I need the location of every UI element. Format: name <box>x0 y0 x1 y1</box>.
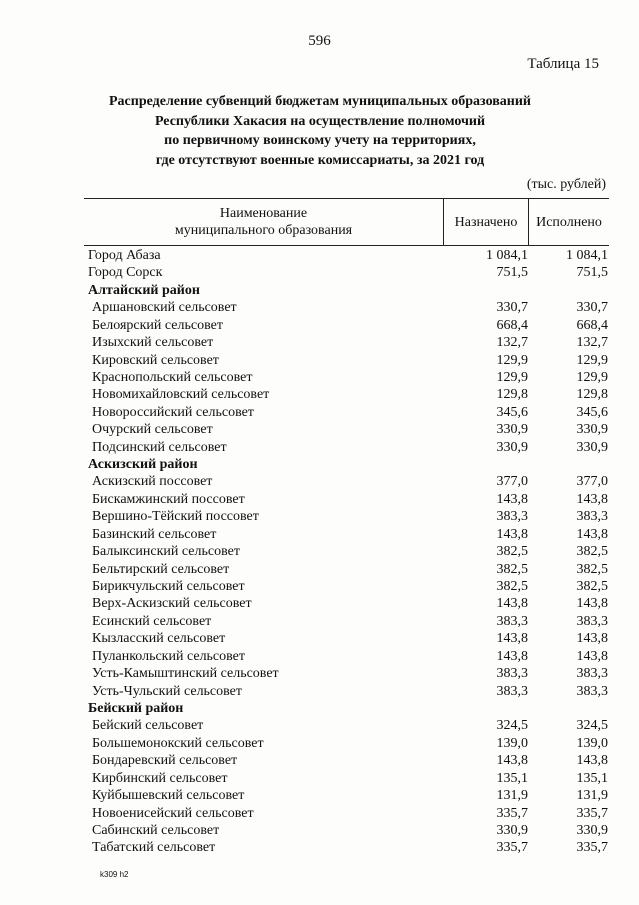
municipality-name: Очурский сельсовет <box>92 422 213 438</box>
executed-value: 330,7 <box>576 300 608 316</box>
executed-value: 751,5 <box>576 265 608 281</box>
assigned-value: 129,9 <box>496 352 528 368</box>
municipality-name: Новомихайловский сельсовет <box>92 387 270 403</box>
assigned-value: 383,3 <box>496 509 528 525</box>
municipality-name: Кирбинский сельсовет <box>92 770 228 786</box>
table-row <box>0 595 639 612</box>
assigned-value: 330,9 <box>496 822 528 838</box>
table-row <box>0 578 639 595</box>
district-name: Аскизский район <box>88 457 198 473</box>
title-line-3: по первичному воинскому учету на территориях, <box>164 133 476 148</box>
municipality-name: Сабинский сельсовет <box>92 822 220 838</box>
table-row <box>0 264 639 281</box>
assigned-value: 382,5 <box>496 544 528 560</box>
executed-value: 383,3 <box>576 509 608 525</box>
municipality-name: Бондаревский сельсовет <box>92 753 238 769</box>
assigned-value: 335,7 <box>496 805 528 821</box>
executed-value: 382,5 <box>576 561 608 577</box>
municipality-name: Белоярский сельсовет <box>92 317 223 333</box>
district-name: Алтайский район <box>88 282 200 298</box>
executed-value: 330,9 <box>576 439 608 455</box>
executed-value: 143,8 <box>576 596 608 612</box>
municipality-name: Бейский сельсовет <box>92 718 204 734</box>
table-row <box>0 439 639 456</box>
municipality-name: Усть-Чульский сельсовет <box>92 683 243 699</box>
municipality-name: Усть-Камыштинский сельсовет <box>92 666 279 682</box>
district-heading-row <box>0 282 639 299</box>
executed-value: 129,9 <box>576 352 608 368</box>
table-row <box>0 386 639 403</box>
municipality-name: Подсинский сельсовет <box>92 439 227 455</box>
executed-value: 330,9 <box>576 422 608 438</box>
assigned-value: 668,4 <box>496 317 528 333</box>
municipality-name: Базинский сельсовет <box>92 526 217 542</box>
table-row <box>0 787 639 804</box>
municipality-name: Вершино-Тёйский поссовет <box>92 509 259 525</box>
assigned-value: 143,8 <box>496 753 528 769</box>
municipality-name: Новоенисейский сельсовет <box>92 805 254 821</box>
header-assigned: Назначено <box>454 214 518 230</box>
table-row <box>0 247 639 264</box>
header-name-line-1: Наименование <box>219 206 308 221</box>
table-row <box>0 805 639 822</box>
table-row <box>0 630 639 647</box>
table-row <box>0 839 639 856</box>
table-row <box>0 561 639 578</box>
table-row <box>0 317 639 334</box>
table-row <box>0 299 639 316</box>
municipality-name: Краснопольский сельсовет <box>92 369 253 385</box>
table-row <box>0 752 639 769</box>
assigned-value: 143,8 <box>496 526 528 542</box>
table-row <box>0 613 639 630</box>
table-row <box>0 352 639 369</box>
table-row <box>0 421 639 438</box>
assigned-value: 377,0 <box>496 474 528 490</box>
executed-value: 129,8 <box>576 387 608 403</box>
table-row <box>0 683 639 700</box>
assigned-value: 131,9 <box>496 788 528 804</box>
executed-value: 345,6 <box>576 404 608 420</box>
page-number: 596 <box>308 33 331 49</box>
executed-value: 324,5 <box>576 718 608 734</box>
title-line-1: Распределение субвенций бюджетам муниципальных образований <box>109 94 531 109</box>
assigned-value: 383,3 <box>496 666 528 682</box>
assigned-value: 345,6 <box>496 404 528 420</box>
district-name: Бейский район <box>88 700 184 716</box>
table-row <box>0 735 639 752</box>
assigned-value: 135,1 <box>496 770 528 786</box>
executed-value: 143,8 <box>576 631 608 647</box>
executed-value: 143,8 <box>576 491 608 507</box>
table-row <box>0 369 639 386</box>
executed-value: 377,0 <box>576 474 608 490</box>
municipality-name: Аскизский поссовет <box>92 474 213 490</box>
table-header <box>84 198 609 246</box>
executed-value: 135,1 <box>576 770 608 786</box>
assigned-value: 129,8 <box>496 387 528 403</box>
table-row <box>0 648 639 665</box>
footer-code: k309 h2 <box>100 870 129 879</box>
assigned-value: 335,7 <box>496 840 528 856</box>
municipality-name: Аршановский сельсовет <box>92 300 237 316</box>
executed-value: 335,7 <box>576 805 608 821</box>
assigned-value: 330,9 <box>496 439 528 455</box>
executed-value: 383,3 <box>576 666 608 682</box>
assigned-value: 330,9 <box>496 422 528 438</box>
assigned-value: 382,5 <box>496 579 528 595</box>
municipality-name: Табатский сельсовет <box>92 840 216 856</box>
table-row <box>0 717 639 734</box>
table-row <box>0 508 639 525</box>
table-row <box>0 822 639 839</box>
district-heading-row <box>0 456 639 473</box>
table-row <box>0 404 639 421</box>
executed-value: 383,3 <box>576 683 608 699</box>
executed-value: 143,8 <box>576 753 608 769</box>
table-row <box>0 770 639 787</box>
table-label: Таблица 15 <box>527 56 599 72</box>
executed-value: 382,5 <box>576 579 608 595</box>
municipality-name: Новороссийский сельсовет <box>92 404 254 420</box>
municipality-name: Кировский сельсовет <box>92 352 219 368</box>
assigned-value: 143,8 <box>496 648 528 664</box>
municipality-name: Есинский сельсовет <box>92 613 212 629</box>
executed-value: 129,9 <box>576 369 608 385</box>
municipality-name: Пуланкольский сельсовет <box>92 648 246 664</box>
assigned-value: 143,8 <box>496 491 528 507</box>
executed-value: 1 084,1 <box>566 248 608 263</box>
municipality-name: Балыксинский сельсовет <box>92 544 240 560</box>
municipality-name: Город Сорск <box>88 265 163 281</box>
executed-value: 143,8 <box>576 526 608 542</box>
assigned-value: 382,5 <box>496 561 528 577</box>
assigned-value: 143,8 <box>496 596 528 612</box>
units-label: (тыс. рублей) <box>526 177 606 192</box>
table-row <box>0 334 639 351</box>
assigned-value: 139,0 <box>496 735 528 751</box>
title-line-4: где отсутствуют военные комиссариаты, за 2021 год <box>155 152 485 168</box>
table-row <box>0 665 639 682</box>
municipality-name: Кызласский сельсовет <box>92 631 226 647</box>
municipality-name: Верх-Аскизский сельсовет <box>92 596 252 612</box>
assigned-value: 330,7 <box>496 300 528 316</box>
assigned-value: 383,3 <box>496 683 528 699</box>
table-row <box>0 543 639 560</box>
header-name-line-2: муниципального образования <box>174 223 353 238</box>
executed-value: 335,7 <box>576 840 608 856</box>
header-name-column <box>84 199 443 245</box>
municipality-name: Бискамжинский поссовет <box>92 491 245 507</box>
municipality-name: Куйбышевский сельсовет <box>92 788 245 804</box>
executed-value: 382,5 <box>576 544 608 560</box>
executed-value: 383,3 <box>576 613 608 629</box>
municipality-name: Большемонокский сельсовет <box>92 735 264 751</box>
executed-value: 668,4 <box>576 317 608 333</box>
title-line-2: Республики Хакасия на осуществление полномочий <box>154 113 486 129</box>
municipality-name: Бирикчульский сельсовет <box>92 579 245 595</box>
table-row <box>0 491 639 508</box>
assigned-value: 1 084,1 <box>486 248 528 263</box>
assigned-value: 751,5 <box>496 265 528 281</box>
executed-value: 330,9 <box>576 822 608 838</box>
executed-value: 139,0 <box>576 735 608 751</box>
table-body <box>0 247 639 857</box>
municipality-name: Город Абаза <box>88 248 161 263</box>
table-row <box>0 526 639 543</box>
executed-value: 132,7 <box>576 335 608 351</box>
municipality-name: Изыхский сельсовет <box>92 335 214 351</box>
table-title <box>60 92 580 170</box>
assigned-value: 324,5 <box>496 718 528 734</box>
assigned-value: 132,7 <box>496 335 528 351</box>
executed-value: 131,9 <box>576 788 608 804</box>
table-row <box>0 473 639 490</box>
header-executed: Исполнено <box>536 214 602 230</box>
municipality-name: Бельтирский сельсовет <box>92 561 230 577</box>
assigned-value: 129,9 <box>496 369 528 385</box>
assigned-value: 383,3 <box>496 613 528 629</box>
assigned-value: 143,8 <box>496 631 528 647</box>
executed-value: 143,8 <box>576 648 608 664</box>
district-heading-row <box>0 700 639 717</box>
